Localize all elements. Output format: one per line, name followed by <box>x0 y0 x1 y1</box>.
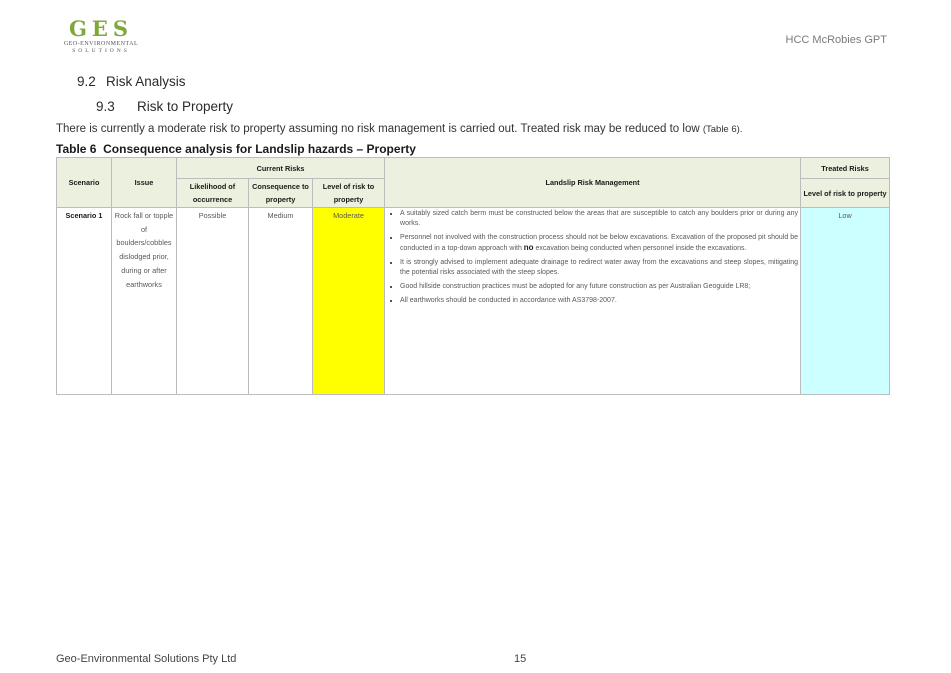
risk-table <box>56 157 890 395</box>
management-list <box>387 209 798 306</box>
header-treated-risks: Treated Risks <box>801 158 890 179</box>
caption-title: Consequence analysis for Landslip hazards – Property <box>103 142 416 156</box>
header-scenario: Scenario <box>57 158 112 208</box>
list-item: • A suitably sized catch berm must be constructed below the areas that are susceptible to catch any boulders prior or during any works. <box>400 209 798 229</box>
cell-level-of-risk: Moderate <box>313 208 385 395</box>
header-management: Landslip Risk Management <box>385 158 801 208</box>
subsection-title: Risk to Property <box>137 99 234 114</box>
table-caption <box>56 142 416 156</box>
header-issue: Issue <box>112 158 177 208</box>
header-current-risks: Current Risks <box>177 158 385 179</box>
section-number: 9.2 <box>77 74 96 89</box>
header-level-of-risk: Level of risk to property <box>313 179 385 208</box>
list-item: • All earthworks should be conducted in accordance with AS3798-2007. <box>400 296 798 306</box>
document-title: HCC McRobies GPT <box>785 34 887 46</box>
cell-consequence: Medium <box>249 208 313 395</box>
body-paragraph <box>56 123 742 135</box>
company-logo <box>56 18 146 55</box>
list-item: • It is strongly advised to implement adequate drainage to redirect water away from the excavations and steep slopes, mitigating the potential risks associated with the steep slopes. <box>400 258 798 278</box>
logo-line-2: SOLUTIONS <box>72 48 130 54</box>
bullet-emphasis: no <box>523 243 534 252</box>
footer-company: Geo-Environmental Solutions Pty Ltd <box>56 653 237 665</box>
cell-management <box>385 208 801 395</box>
table-row <box>57 208 890 395</box>
header-treated-level: Level of risk to property <box>801 179 890 208</box>
section-heading-9-3 <box>96 99 233 114</box>
logo-line-1: GEO-ENVIRONMENTAL <box>63 41 139 47</box>
table-reference: (Table 6). <box>702 124 743 135</box>
header-likelihood: Likelihood of occurrence <box>177 179 249 208</box>
cell-treated-risk: Low <box>801 208 890 395</box>
bullet-text: Personnel not involved with the construction process should not be below excavations. Excavation of the proposed pit should be conducted in a top-down approach with <box>400 234 799 252</box>
header-consequence: Consequence to property <box>249 179 313 208</box>
list-item: • Good hillside construction practices must be adopted for any future construction as per Australian Geoguide LR8; <box>400 282 798 292</box>
subsection-number: 9.3 <box>96 99 115 114</box>
cell-scenario: Scenario 1 <box>57 208 112 395</box>
cell-issue: Rock fall or topple of boulders/cobbles dislodged prior, during or after earthworks <box>112 208 177 395</box>
list-item <box>400 233 798 254</box>
paragraph-text: There is currently a moderate risk to property assuming no risk management is carried out. Treated risk may be reduced to low <box>56 123 700 135</box>
logo-mark: GES <box>68 16 134 41</box>
caption-label: Table 6 <box>56 142 97 156</box>
bullet-text-tail: excavation being conducted when personnel inside the excavations. <box>535 245 747 252</box>
page-number: 15 <box>514 653 527 665</box>
section-heading-9-2 <box>77 74 186 89</box>
section-title: Risk Analysis <box>106 74 186 89</box>
cell-likelihood: Possible <box>177 208 249 395</box>
